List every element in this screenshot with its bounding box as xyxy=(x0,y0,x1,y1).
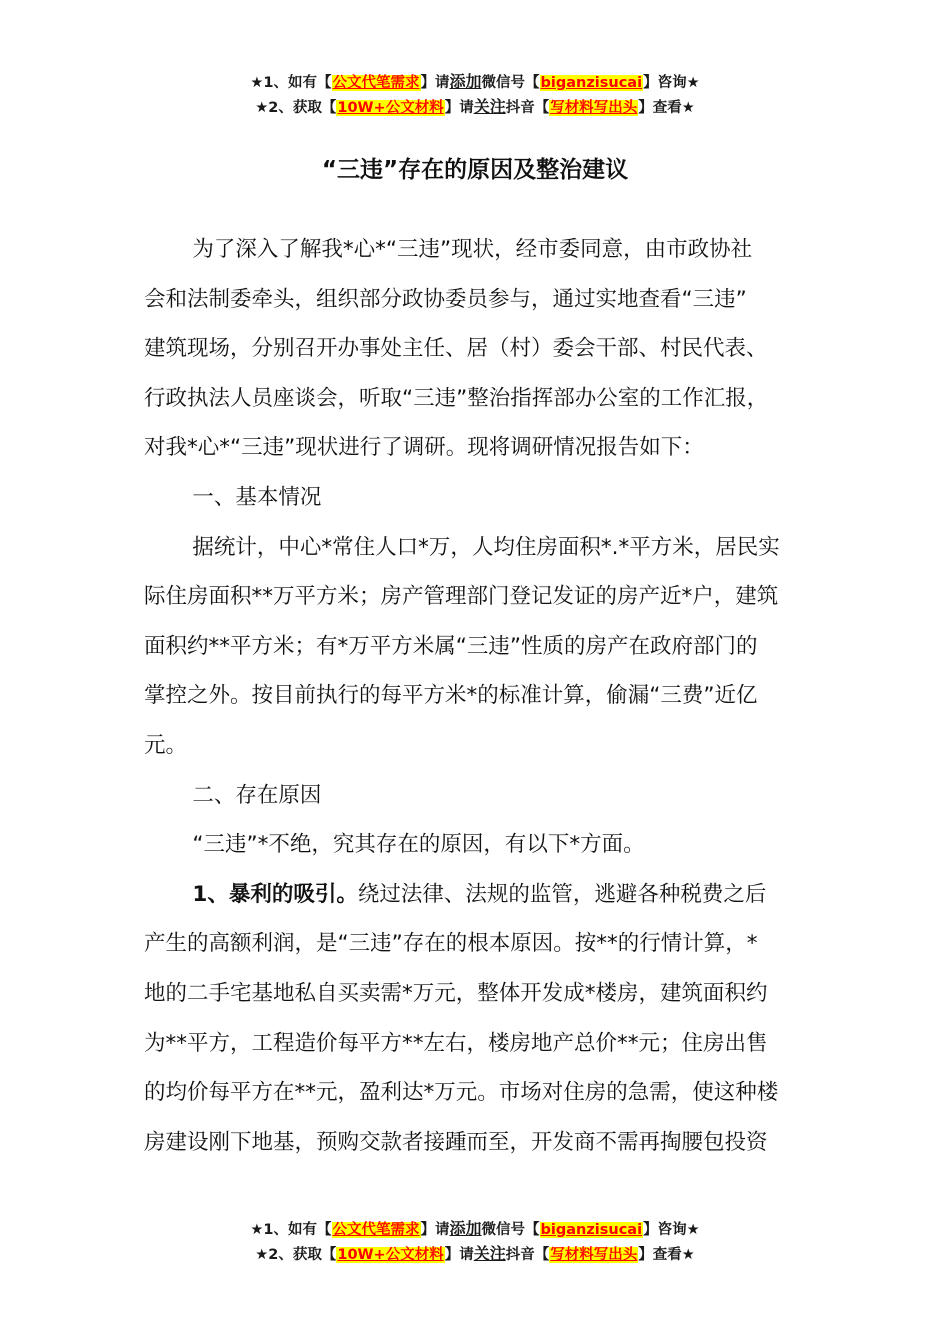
text-line xyxy=(144,870,810,920)
banner-text: 微信号【 xyxy=(481,1222,540,1238)
text-line: 的均价每平方在**元，盈利达*万元。市场对住房的急需，使这种楼 xyxy=(144,1080,779,1106)
banner-text: 】请 xyxy=(420,1222,450,1238)
highlight-service: 公文代笔需求 xyxy=(332,1222,420,1238)
text-line: 地的二手宅基地私自买卖需*万元，整体开发成*楼房，建筑面积约 xyxy=(144,980,768,1006)
header-banner-line-2 xyxy=(0,95,950,120)
text-line: 会和法制委牵头，组织部分政协委员参与，通过实地查看“三违” xyxy=(144,286,747,312)
underlined-text: 添加 xyxy=(449,1219,482,1238)
banner-text: 】请 xyxy=(444,100,474,116)
banner-text: ★1、如有【 xyxy=(250,75,332,91)
banner-text: 】咨询★ xyxy=(643,75,700,91)
banner-text: 】查看★ xyxy=(638,100,695,116)
document-title: “三违”存在的原因及整治建议 xyxy=(321,157,629,183)
point1-paragraph-cont xyxy=(144,919,810,1167)
highlight-wechat-id: biganzisucai xyxy=(540,1222,643,1238)
banner-text: 抖音【 xyxy=(505,1247,550,1263)
banner-text: 】咨询★ xyxy=(643,1222,700,1238)
section1-paragraph xyxy=(144,523,810,573)
highlight-wechat-id: biganzisucai xyxy=(540,75,643,91)
banner-text: 】请 xyxy=(444,1247,474,1263)
text-line: 对我*心*“三违”现状进行了调研。现将调研情况报告如下： xyxy=(144,435,704,461)
banner-text: 】请 xyxy=(420,75,450,91)
text-line: 为**平方，工程造价每平方**左右，楼房地产总价**元；住房出售 xyxy=(144,1030,768,1056)
underlined-text: 添加 xyxy=(449,72,482,91)
banner-text: 微信号【 xyxy=(481,75,540,91)
point1-text: 绕过法律、法规的监管，逃避各种税费之后 xyxy=(357,881,767,907)
text-line: 行政执法人员座谈会，听取“三违”整治指挥部办公室的工作汇报， xyxy=(144,385,769,411)
text-line: 建筑现场，分别召开办事处主任、居（村）委会干部、村民代表、 xyxy=(144,336,768,362)
banner-text: ★2、获取【 xyxy=(255,1247,337,1263)
intro-paragraph xyxy=(144,225,810,275)
footer-banner-line-2 xyxy=(0,1242,950,1267)
section1-paragraph-cont xyxy=(144,572,810,770)
footer-banner xyxy=(0,1217,950,1267)
highlight-materials: 10W+公文材料 xyxy=(337,1247,444,1263)
text-line: 据统计，中心*常住人口*万，人均住房面积*.*平方米，居民实 xyxy=(192,534,780,560)
section2-intro: “三违”*不绝，究其存在的原因，有以下*方面。 xyxy=(192,832,645,858)
highlight-materials: 10W+公文材料 xyxy=(337,100,444,116)
highlight-douyin-account: 写材料写出头 xyxy=(550,1247,638,1263)
text-line: 为了深入了解我*心*“三违”现状，经市委同意，由市政协社 xyxy=(192,237,753,262)
highlight-service: 公文代笔需求 xyxy=(332,75,420,91)
point1-heading: 1、暴利的吸引。 xyxy=(192,881,358,907)
section-heading-basic: 一、基本情况 xyxy=(192,484,322,510)
banner-text: 】查看★ xyxy=(638,1247,695,1263)
banner-text: ★1、如有【 xyxy=(250,1222,332,1238)
header-banner-line-1 xyxy=(0,70,950,95)
footer-banner-line-1 xyxy=(0,1217,950,1242)
intro-paragraph-cont xyxy=(144,275,810,473)
text-line: 房建设刚下地基，预购交款者接踵而至，开发商不需再掏腰包投资 xyxy=(144,1129,768,1155)
header-banner xyxy=(0,70,950,120)
underlined-text: 关注 xyxy=(473,97,506,116)
text-line: 产生的高额利润，是“三违”存在的根本原因。按**的行情计算，* xyxy=(144,931,758,957)
text-line: 掌控之外。按目前执行的每平方米*的标准计算，偷漏“三费”近亿 xyxy=(144,683,758,709)
banner-text: 抖音【 xyxy=(505,100,550,116)
underlined-text: 关注 xyxy=(473,1244,506,1263)
document-body xyxy=(144,225,810,1167)
text-line: 际住房面积**万平方米；房产管理部门登记发证的房产近*户，建筑 xyxy=(144,584,779,610)
point1-paragraph xyxy=(144,870,810,920)
banner-text: ★2、获取【 xyxy=(255,100,337,116)
highlight-douyin-account: 写材料写出头 xyxy=(550,100,638,116)
text-line: 元。 xyxy=(144,732,188,758)
section-heading-reasons: 二、存在原因 xyxy=(192,782,322,808)
text-line: 面积约**平方米；有*万平方米属“三违”性质的房产在政府部门的 xyxy=(144,633,758,659)
